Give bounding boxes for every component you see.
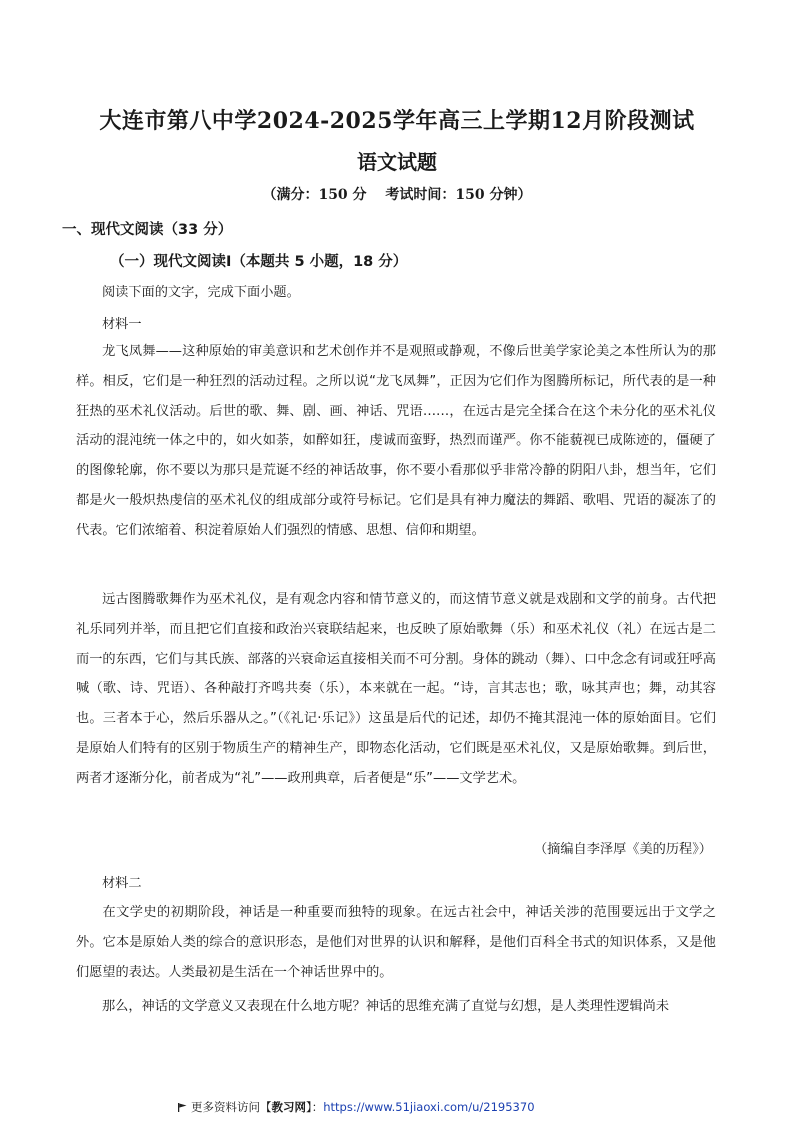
sub-section-heading: （一）现代文阅读Ⅰ（本题共 5 小题，18 分） [110, 254, 408, 270]
footer-link[interactable]: https://www.51jiaoxi.com/u/2195370 [323, 1100, 535, 1114]
footer-middle: 】： [306, 1100, 324, 1114]
material1-label: 材料一 [102, 317, 142, 332]
instruction: 阅读下面的文字，完成下面小题。 [102, 285, 300, 300]
material1-paragraph-2 [76, 585, 716, 794]
subject-title: 语文试题 [357, 150, 437, 174]
footer-prefix: 更多资料访问【 [191, 1100, 272, 1114]
section-heading: 一、现代文阅读（33 分） [62, 222, 233, 238]
footer-site: 教习网 [271, 1100, 306, 1114]
paragraph-text: 龙飞凤舞——这种原始的审美意识和艺术创作并不是观照或静观，不像后世美学家论美之本性所认为的那样。相反，它们是一种狂烈的活动过程。之所以说“龙飞凤舞”，正因为它们作为图腾所标记，所代表的是一种狂热的巫术礼仪活动。后世的歌、舞、剧、画、神话、咒语……，在远古是完全揉合在这个未分化的巫术礼仪活动的混沌统一体之中的，如火如荼，如醉如狂，虔诚而蛮野，热烈而谨严。你不能藐视已成陈迹的，僵硬了的图像轮廓，你不要以为那只是荒诞不经的神话故事，你不要小看那似乎非常冷静的阴阳八卦，想当年，它们都是火一般炽热虔信的巫术礼仪的组成部分或符号标记。它们是具有神力魔法的舞蹈、歌唱、咒语的凝冻了的代表。它们浓缩着、积淀着原始人们强烈的情感、思想、信仰和期望。 [76, 344, 716, 538]
material2-paragraph-2 [76, 992, 716, 1022]
footer [178, 1099, 535, 1115]
paragraph-text: 远古图腾歌舞作为巫术礼仪，是有观念内容和情节意义的，而这情节意义就是戏剧和文学的前身。古代把礼乐同列并举，而且把它们直接和政治兴衰联结起来，也反映了原始歌舞（乐）和巫术礼仪（礼）在远古是二而一的东西，它们与其氏族、部落的兴衰命运直接相关而不可分割。身体的跳动（舞）、口中念念有词或狂呼高喊（歌、诗、咒语）、各种敲打齐鸣共奏（乐），本来就在一起。“诗，言其志也；歌，咏其声也；舞，动其容也。三者本于心，然后乐器从之。”（《礼记·乐记》）这虽是后代的记述，却仍不掩其混沌一体的原始面目。它们是原始人们特有的区别于物质生产的精神生产，即物态化活动，它们既是巫术礼仪，又是原始歌舞。到后世，两者才逐渐分化，前者成为“礼”——政刑典章，后者便是“乐”——文学艺术。 [76, 592, 716, 786]
material2-paragraph-1 [76, 898, 716, 987]
flag-icon [178, 1103, 187, 1112]
paragraph-text: 在文学史的初期阶段，神话是一种重要而独特的现象。在远古社会中，神话关涉的范围要远出于文学之外。它本是原始人类的综合的意识形态，是他们对世界的认识和解释，是他们百科全书式的知识体系，又是他们愿望的表达。人类最初是生活在一个神话世界中的。 [76, 905, 716, 980]
paragraph-text: 那么，神话的文学意义又表现在什么地方呢？神话的思维充满了直觉与幻想，是人类理性逻辑尚未 [102, 999, 670, 1014]
material1-paragraph-1 [76, 337, 716, 546]
exam-meta: （满分：150 分 考试时间：150 分钟） [262, 187, 532, 203]
material1-source: （摘编自李泽厚《美的历程》） [533, 842, 712, 857]
material2-label: 材料二 [102, 876, 142, 891]
exam-title: 大连市第八中学2024-2025学年高三上学期12月阶段测试 [99, 108, 695, 134]
